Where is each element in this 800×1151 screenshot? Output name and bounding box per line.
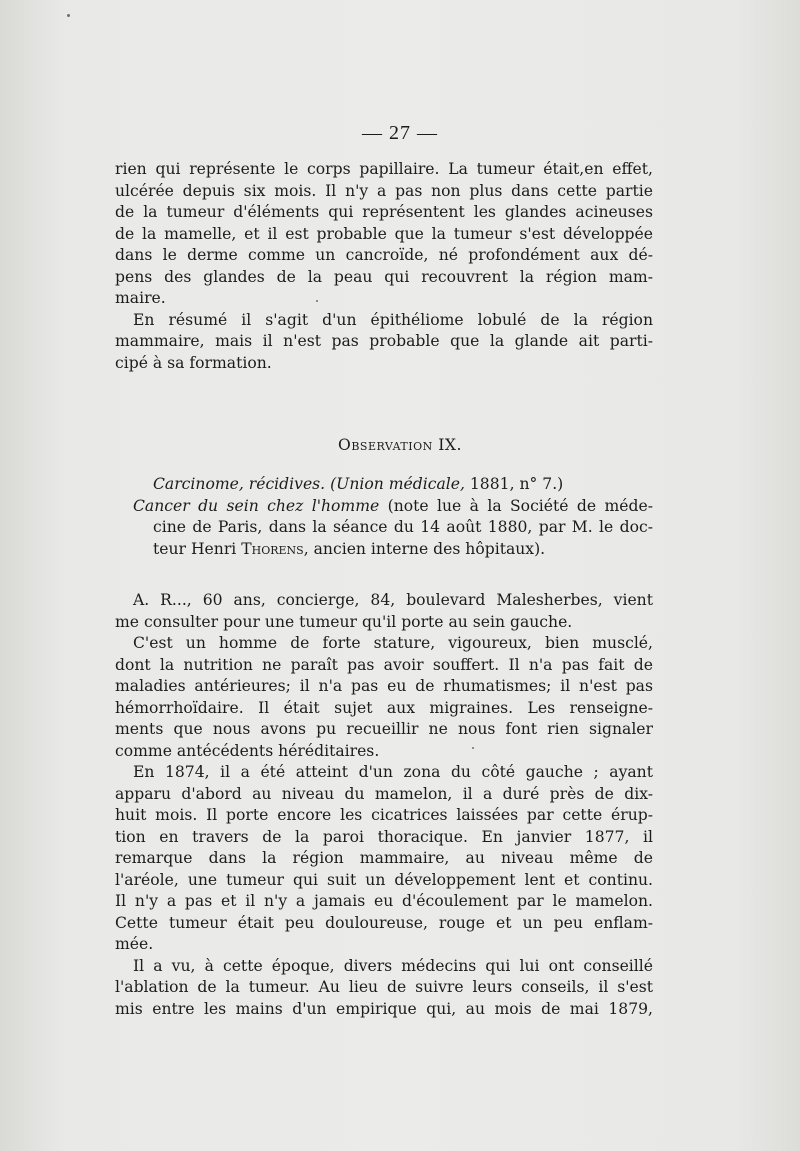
text-line: ments que nous avons pu recueillir ne nous font rien signaler [115, 720, 653, 738]
text-line: mammaire, mais il n'est pas probable que la glande ait parti- [115, 332, 653, 350]
text-line: A. R..., 60 ans, concierge, 84, boulevard Malesherbes, vient [133, 591, 653, 609]
text-line: remarque dans la région mammaire, au niveau même de [115, 849, 653, 867]
scan-speck [67, 14, 70, 17]
paragraph [115, 159, 653, 310]
reference-author: Thorens [241, 539, 304, 558]
reference-line [133, 539, 653, 561]
paragraph [115, 762, 653, 956]
body-text-block [115, 590, 653, 1020]
text-line: rien qui représente le corps papillaire. La tumeur était,en effet, [115, 160, 653, 178]
reference-title-italic: Cancer du sein chez l'homme [133, 496, 380, 515]
text-line: pens des glandes de la peau qui recouvrent la région mam- [115, 267, 653, 286]
text-line: mis entre les mains d'un empirique qui, au mois de mai 1879, [115, 999, 653, 1018]
text-line: Il n'y a pas et il n'y a jamais eu d'écoulement par le mamelon. [115, 892, 653, 910]
text-line: tion en travers de la paroi thoracique. En janvier 1877, il [115, 827, 653, 846]
text-line: me consulter pour une tumeur qu'il porte au sein gauche. [115, 612, 573, 631]
text-line: de la tumeur d'éléments qui représentent les glandes acineuses [115, 203, 653, 221]
text-line: apparu d'abord au niveau du mamelon, il a duré près de dix- [115, 784, 653, 803]
observation-number: IX. [438, 436, 462, 454]
observation-heading [0, 436, 800, 454]
paragraph [115, 956, 653, 1021]
reference-line: cine de Paris, dans la séance du 14 août 1880, par M. le doc- [153, 518, 653, 536]
text-line: Cette tumeur était peu douloureuse, rouge et un peu enflam- [115, 913, 653, 932]
reference-title-italic: Carcinome, récidives. (Union médicale, [153, 475, 465, 493]
text-line: maire. [115, 289, 166, 307]
text-line: dont la nutrition ne paraît pas avoir souffert. Il n'a pas fait de [115, 655, 653, 674]
paragraph [115, 633, 653, 762]
top-text-block [115, 159, 653, 374]
reference-text: , ancien interne des hôpitaux). [303, 539, 546, 558]
text-line: de la mamelle, et il est probable que la tumeur s'est développée [115, 224, 653, 243]
text-line: cipé à sa formation. [115, 353, 272, 372]
paragraph [115, 590, 653, 633]
paragraph [115, 310, 653, 375]
reference-citation: (note lue à la Société de méde- [379, 496, 653, 515]
text-line: Il a vu, à cette époque, divers médecins qui lui ont conseillé [133, 956, 653, 975]
reference-block [133, 474, 653, 560]
text-line: l'ablation de la tumeur. Au lieu de suivre leurs conseils, il s'est [115, 978, 653, 996]
text-line: l'aréole, une tumeur qui suit un développement lent et continu. [115, 870, 653, 889]
reference-line [133, 474, 653, 496]
text-line: mée. [115, 935, 154, 953]
text-line: C'est un homme de forte stature, vigoureux, bien musclé, [133, 634, 653, 652]
page-number: — 27 — [362, 122, 438, 144]
text-line: hémorrhoïdaire. Il était sujet aux migraines. Les renseigne- [115, 698, 653, 717]
text-line: ulcérée depuis six mois. Il n'y a pas non plus dans cette partie [115, 181, 653, 200]
text-line: En 1874, il a été atteint d'un zona du côté gauche ; ayant [133, 763, 653, 781]
text-line: En résumé il s'agit d'un épithéliome lobulé de la région [133, 310, 653, 329]
text-line: dans le derme comme un cancroïde, né profondément aux dé- [115, 246, 653, 264]
text-line: huit mois. Il porte encore les cicatrices laissées par cette érup- [115, 806, 653, 824]
text-line: comme antécédents héréditaires. [115, 741, 380, 760]
text-line: maladies antérieures; il n'a pas eu de rhumatismes; il n'est pas [115, 677, 653, 695]
reference-line [133, 496, 653, 518]
reference-text: teur Henri [153, 539, 242, 558]
reference-citation: 1881, n° 7.) [464, 475, 564, 493]
observation-label: Observation [338, 436, 433, 454]
